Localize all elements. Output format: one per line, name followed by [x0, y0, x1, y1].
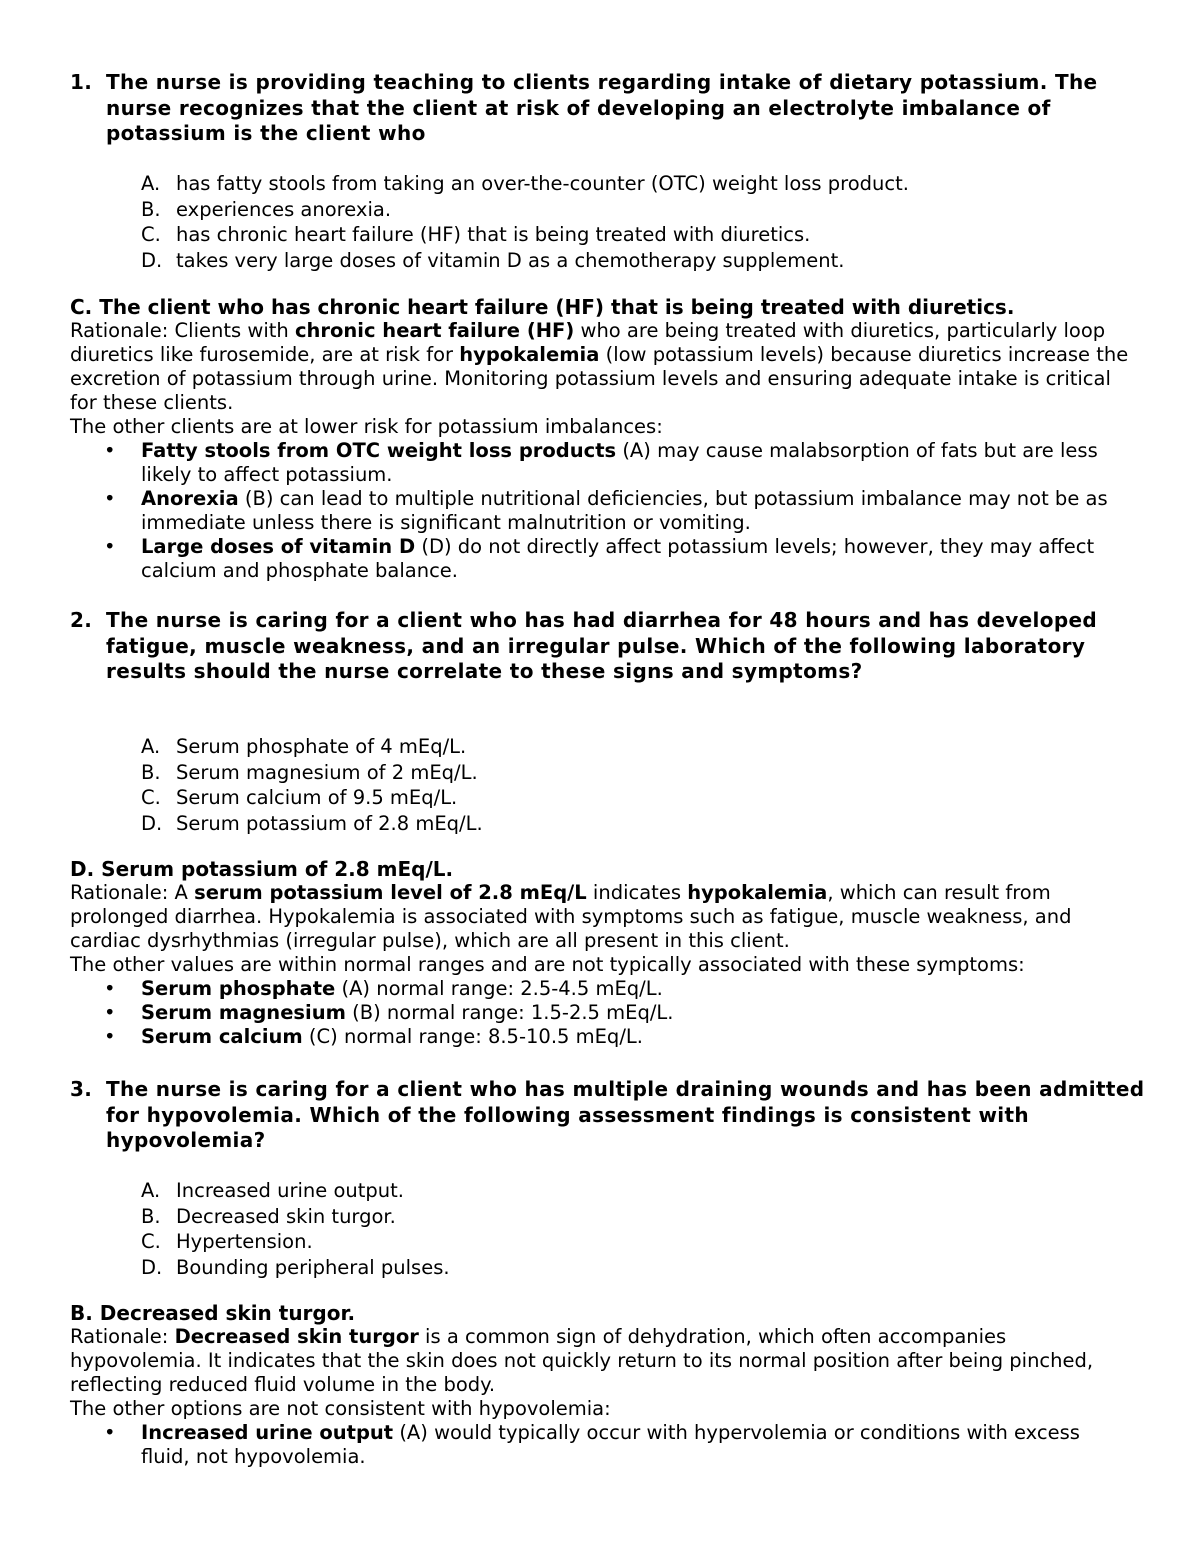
list-item: • Serum phosphate (A) normal range: 2.5-4.5 mEq/L.	[104, 977, 663, 1000]
question-2	[70, 608, 1145, 685]
option-text: Bounding peripheral pulses.	[176, 1255, 450, 1279]
option-text: Serum potassium of 2.8 mEq/L.	[176, 811, 483, 835]
option-c	[141, 785, 1141, 811]
answer-title: D. Serum potassium of 2.8 mEq/L.	[70, 857, 454, 881]
option-b	[141, 1204, 1141, 1230]
options-list	[141, 1178, 1141, 1280]
rationale-text: Rationale: A serum potassium level of 2.8 mEq/L indicates hypokalemia, which can result from prolonged diarrhea. Hypokalemia is associated with symptoms such as fatigue, muscle weakness, and cardiac dysrhythmias (irregular pulse), which are all present in this client.	[70, 881, 1072, 952]
option-c	[141, 222, 1141, 248]
list-item: • Fatty stools from OTC weight loss products (A) may cause malabsorption of fats but are less likely to affect potassium.	[104, 439, 1098, 486]
option-a	[141, 1178, 1141, 1204]
others-intro: The other clients are at lower risk for potassium imbalances:	[70, 415, 663, 438]
list-item: • Serum magnesium (B) normal range: 1.5-2.5 mEq/L.	[104, 1001, 674, 1024]
answer-block-2	[70, 857, 1130, 1049]
others-intro: The other values are within normal ranges and are not typically associated with these symptoms:	[70, 953, 1025, 976]
list-item: • Increased urine output (A) would typically occur with hypervolemia or conditions with excess fluid, not hypovolemia.	[104, 1421, 1080, 1468]
rationale-text: Rationale: Decreased skin turgor is a common sign of dehydration, which often accompanies hypovolemia. It indicates that the skin does not quickly return to its normal position after being pinched, reflecting reduced fluid volume in the body.	[70, 1325, 1094, 1396]
options-list	[141, 734, 1141, 836]
option-letter: D.	[141, 811, 163, 835]
option-text: has fatty stools from taking an over-the-counter (OTC) weight loss product.	[176, 172, 909, 195]
option-d	[141, 811, 1141, 837]
option-letter: C.	[141, 1230, 161, 1253]
question-number: 2.	[70, 608, 93, 632]
option-d	[141, 1255, 1141, 1281]
option-text: takes very large doses of vitamin D as a chemotherapy supplement.	[176, 248, 845, 272]
option-letter: A.	[141, 735, 161, 758]
rationale-text: Rationale: Clients with chronic heart failure (HF) who are being treated with diuretics, particularly loop diuretics like furosemide, are at risk for hypokalemia (low potassium levels) because diuretics increase the excretion of potassium through urine. Monitoring potassium levels and ensuring adequate intake is critical for these clients.	[70, 319, 1129, 414]
option-text: has chronic heart failure (HF) that is being treated with diuretics.	[176, 223, 811, 246]
list-item: • Serum calcium (C) normal range: 8.5-10.5 mEq/L.	[104, 1025, 643, 1048]
option-text: Serum magnesium of 2 mEq/L.	[176, 760, 478, 784]
option-a	[141, 171, 1141, 197]
option-d	[141, 248, 1141, 274]
question-stem: The nurse is providing teaching to clients regarding intake of dietary potassium. The nurse recognizes that the client at risk of developing an electrolyte imbalance of potassium is the client who	[106, 70, 1098, 145]
others-list	[70, 1421, 1130, 1469]
question-stem: The nurse is caring for a client who has had diarrhea for 48 hours and has developed fatigue, muscle weakness, and an irregular pulse. Which of the following laboratory results should the nurse correlate to these signs and symptoms?	[106, 608, 1098, 683]
question-number: 1.	[70, 70, 93, 94]
option-a	[141, 734, 1141, 760]
answer-block-1	[70, 295, 1130, 583]
option-b	[141, 197, 1141, 223]
option-b	[141, 760, 1141, 786]
options-list	[141, 171, 1141, 273]
option-text: Decreased skin turgor.	[176, 1204, 396, 1228]
option-letter: D.	[141, 248, 163, 272]
option-text: Serum phosphate of 4 mEq/L.	[176, 735, 467, 758]
answer-title: B. Decreased skin turgor.	[70, 1301, 356, 1325]
option-text: experiences anorexia.	[176, 197, 392, 221]
option-letter: A.	[141, 172, 161, 195]
option-letter: B.	[141, 1204, 161, 1228]
others-list	[70, 439, 1130, 583]
list-item: • Large doses of vitamin D (D) do not directly affect potassium levels; however, they may affect calcium and phosphate balance.	[104, 535, 1095, 582]
question-1	[70, 70, 1145, 147]
option-letter: A.	[141, 1179, 161, 1202]
option-text: Increased urine output.	[176, 1179, 404, 1202]
option-text: Hypertension.	[176, 1230, 313, 1253]
others-intro: The other options are not consistent with hypovolemia:	[70, 1397, 611, 1420]
question-stem: The nurse is caring for a client who has multiple draining wounds and has been admitted for hypovolemia. Which of the following assessment findings is consistent with hypovolemia?	[106, 1077, 1145, 1152]
option-letter: B.	[141, 760, 161, 784]
others-list	[70, 977, 1130, 1049]
list-item: • Anorexia (B) can lead to multiple nutritional deficiencies, but potassium imbalance may not be as immediate unless there is significant malnutrition or vomiting.	[104, 487, 1108, 534]
answer-title: C. The client who has chronic heart failure (HF) that is being treated with diuretics.	[70, 295, 1015, 319]
answer-block-3	[70, 1301, 1130, 1469]
option-letter: B.	[141, 197, 161, 221]
question-number: 3.	[70, 1077, 93, 1101]
option-text: Serum calcium of 9.5 mEq/L.	[176, 786, 458, 809]
option-c	[141, 1229, 1141, 1255]
option-letter: C.	[141, 786, 161, 809]
option-letter: C.	[141, 223, 161, 246]
question-3	[70, 1077, 1145, 1154]
option-letter: D.	[141, 1255, 163, 1279]
